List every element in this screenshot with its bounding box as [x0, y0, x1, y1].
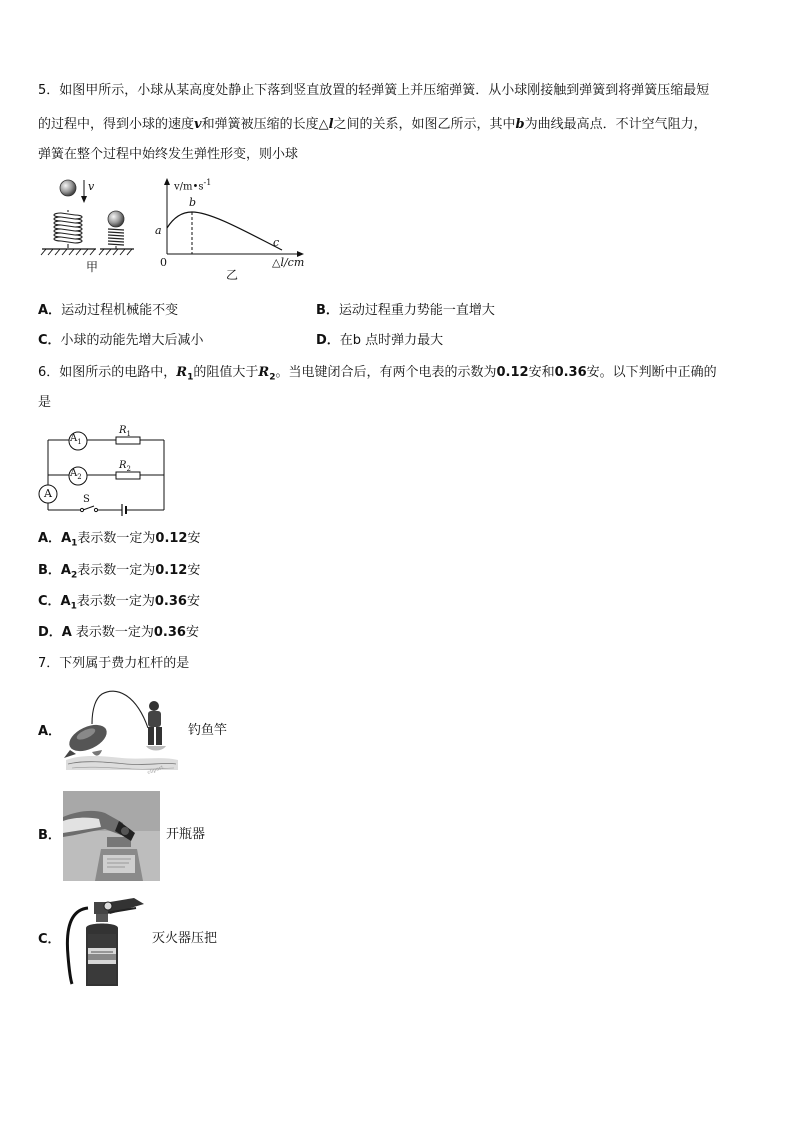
y-axis-label-sup: -1	[203, 178, 212, 187]
option-value: 0.12	[155, 563, 188, 578]
q6-option-d[interactable]	[38, 624, 199, 642]
option-unit: 安	[187, 563, 201, 578]
option-letter: C．	[38, 594, 61, 609]
q5-line-2	[38, 116, 756, 134]
option-unit: 安	[187, 531, 201, 546]
option-letter: A．	[38, 303, 62, 318]
q5-text-3: 弹簧在整个过程中始终发生弹性形变，则小球	[38, 147, 299, 162]
option-letter: B．	[38, 563, 61, 578]
option-text: 在b 点时弹力最大	[339, 333, 444, 348]
q5-line-3	[38, 146, 756, 164]
option-unit: 安	[186, 594, 200, 609]
meter-name: A	[61, 625, 72, 640]
q5-number: 5．	[38, 83, 60, 98]
q7-option-a-letter[interactable]: A．	[38, 724, 62, 739]
var-r1-sub: 1	[187, 372, 194, 383]
option-value: 0.36	[153, 625, 186, 640]
q5-option-d[interactable]	[316, 332, 443, 350]
q7-line-1	[38, 655, 756, 673]
resistor-r1-sub: 1	[126, 430, 131, 438]
circuit-diagram	[36, 424, 176, 520]
option-text: 运动过程重力势能一直增大	[338, 303, 495, 318]
option-unit: 安	[185, 625, 199, 640]
q6-val-2: 0.36	[554, 365, 587, 380]
q6-text-1c: 。当电键闭合后，有两个电表的示数为	[275, 365, 497, 380]
meter-sub: 1	[71, 538, 78, 549]
resistor-r1-label	[119, 425, 131, 438]
q6-number: 6．	[38, 365, 60, 380]
option-letter: B．	[316, 303, 339, 318]
option-letter: C．	[38, 333, 61, 348]
figure-yi-label: 乙	[226, 268, 239, 282]
ammeter-a1-label	[70, 433, 82, 446]
option-letter: D．	[316, 333, 340, 348]
ammeter-a-label: A	[44, 487, 52, 500]
q5-option-a[interactable]	[38, 302, 178, 320]
q5-line-1	[38, 82, 756, 100]
q6-text-1a: 如图所示的电路中，	[59, 365, 177, 380]
q6-option-a[interactable]	[38, 530, 201, 553]
var-v: v	[194, 117, 202, 132]
q6-text-1d: 安和	[528, 365, 555, 380]
option-text: 表示数一定为	[77, 531, 156, 546]
option-value: 0.36	[154, 594, 187, 609]
option-letter: D．	[38, 625, 62, 640]
q5-text-2a: 的过程中，得到小球的速度	[38, 117, 195, 132]
ammeter-a1-letter: A	[70, 433, 78, 444]
var-r2: R	[258, 365, 270, 380]
q7-text: 下列属于费力杠杆的是	[59, 656, 190, 671]
q7-option-c-letter[interactable]: C．	[38, 932, 61, 947]
switch-label: S	[83, 494, 90, 505]
point-c-label: c	[273, 236, 280, 249]
option-text: 小球的动能先增大后减小	[60, 333, 204, 348]
var-b: b	[515, 117, 525, 132]
option-letter: A．	[38, 531, 62, 546]
option-text: 运动过程机械能不变	[61, 303, 179, 318]
q5-option-b[interactable]	[316, 302, 495, 320]
figure-v-label: v	[88, 180, 95, 193]
velocity-curve	[167, 212, 282, 250]
figure-jia-label: 甲	[86, 260, 99, 274]
q6-line-1	[38, 364, 756, 387]
ammeter-a2-letter: A	[70, 468, 78, 479]
q6-option-c[interactable]	[38, 593, 200, 616]
q6-line-2	[38, 394, 756, 412]
var-r1: R	[176, 365, 188, 380]
q5-text-2c: 之间的关系，如图乙所示，其中	[333, 117, 516, 132]
meter-name: A	[60, 563, 71, 578]
figure-jia-springs	[36, 176, 166, 272]
option-value: 0.12	[155, 531, 188, 546]
resistor-r1-letter: R	[119, 425, 127, 436]
x-axis-label: △l/cm	[272, 256, 305, 269]
var-r2-sub: 2	[269, 372, 276, 383]
q5-option-c[interactable]	[38, 332, 204, 350]
q7-option-b-letter[interactable]: B．	[38, 828, 61, 843]
point-a-label: a	[155, 224, 162, 237]
ammeter-a2-label	[70, 468, 82, 481]
q6-text-1b: 的阻值大于	[193, 365, 259, 380]
fire-extinguisher-image	[64, 894, 146, 986]
option-text: 表示数一定为	[76, 594, 155, 609]
ammeter-a1-sub: 1	[77, 438, 82, 446]
q6-text-1e: 安。以下判断中正确的	[586, 365, 717, 380]
svg-text:clipart: clipart	[146, 764, 165, 776]
bottle-opener-image	[63, 791, 160, 881]
meter-sub: 1	[70, 601, 77, 612]
q6-option-b[interactable]	[38, 562, 200, 585]
resistor-r2-sub: 2	[126, 465, 131, 473]
q7-option-b-label: 开瓶器	[166, 827, 206, 842]
resistor-r2-label	[119, 460, 131, 473]
fishing-rod-image	[62, 684, 182, 776]
q6-text-2: 是	[38, 395, 52, 410]
y-axis-label	[174, 178, 211, 192]
meter-name: A	[61, 531, 72, 546]
q5-text-2b: 和弹簧被压缩的长度△	[201, 117, 329, 132]
q5-text-1: 如图甲所示，小球从某高度处静止下落到竖直放置的轻弹簧上并压缩弹簧．从小球刚接触到弹簧到将弹簧压缩最短	[59, 83, 710, 98]
q5-text-2d: 为曲线最高点．不计空气阻力，	[524, 117, 707, 132]
option-text: 表示数一定为	[77, 563, 156, 578]
meter-sub: 2	[70, 570, 78, 581]
resistor-r2-letter: R	[119, 460, 127, 471]
q7-option-a-label: 钓鱼竿	[188, 723, 228, 738]
origin-label: 0	[160, 256, 167, 269]
point-b-label: b	[189, 196, 197, 209]
option-text: 表示数一定为	[75, 625, 154, 640]
y-axis-label-text: v/m•s	[174, 181, 204, 193]
meter-name: A	[60, 594, 71, 609]
ammeter-a2-sub: 2	[77, 473, 82, 481]
q6-val-1: 0.12	[496, 365, 529, 380]
var-l: l	[328, 117, 334, 132]
q7-number: 7．	[38, 656, 60, 671]
q7-option-c-label: 灭火器压把	[152, 931, 218, 946]
